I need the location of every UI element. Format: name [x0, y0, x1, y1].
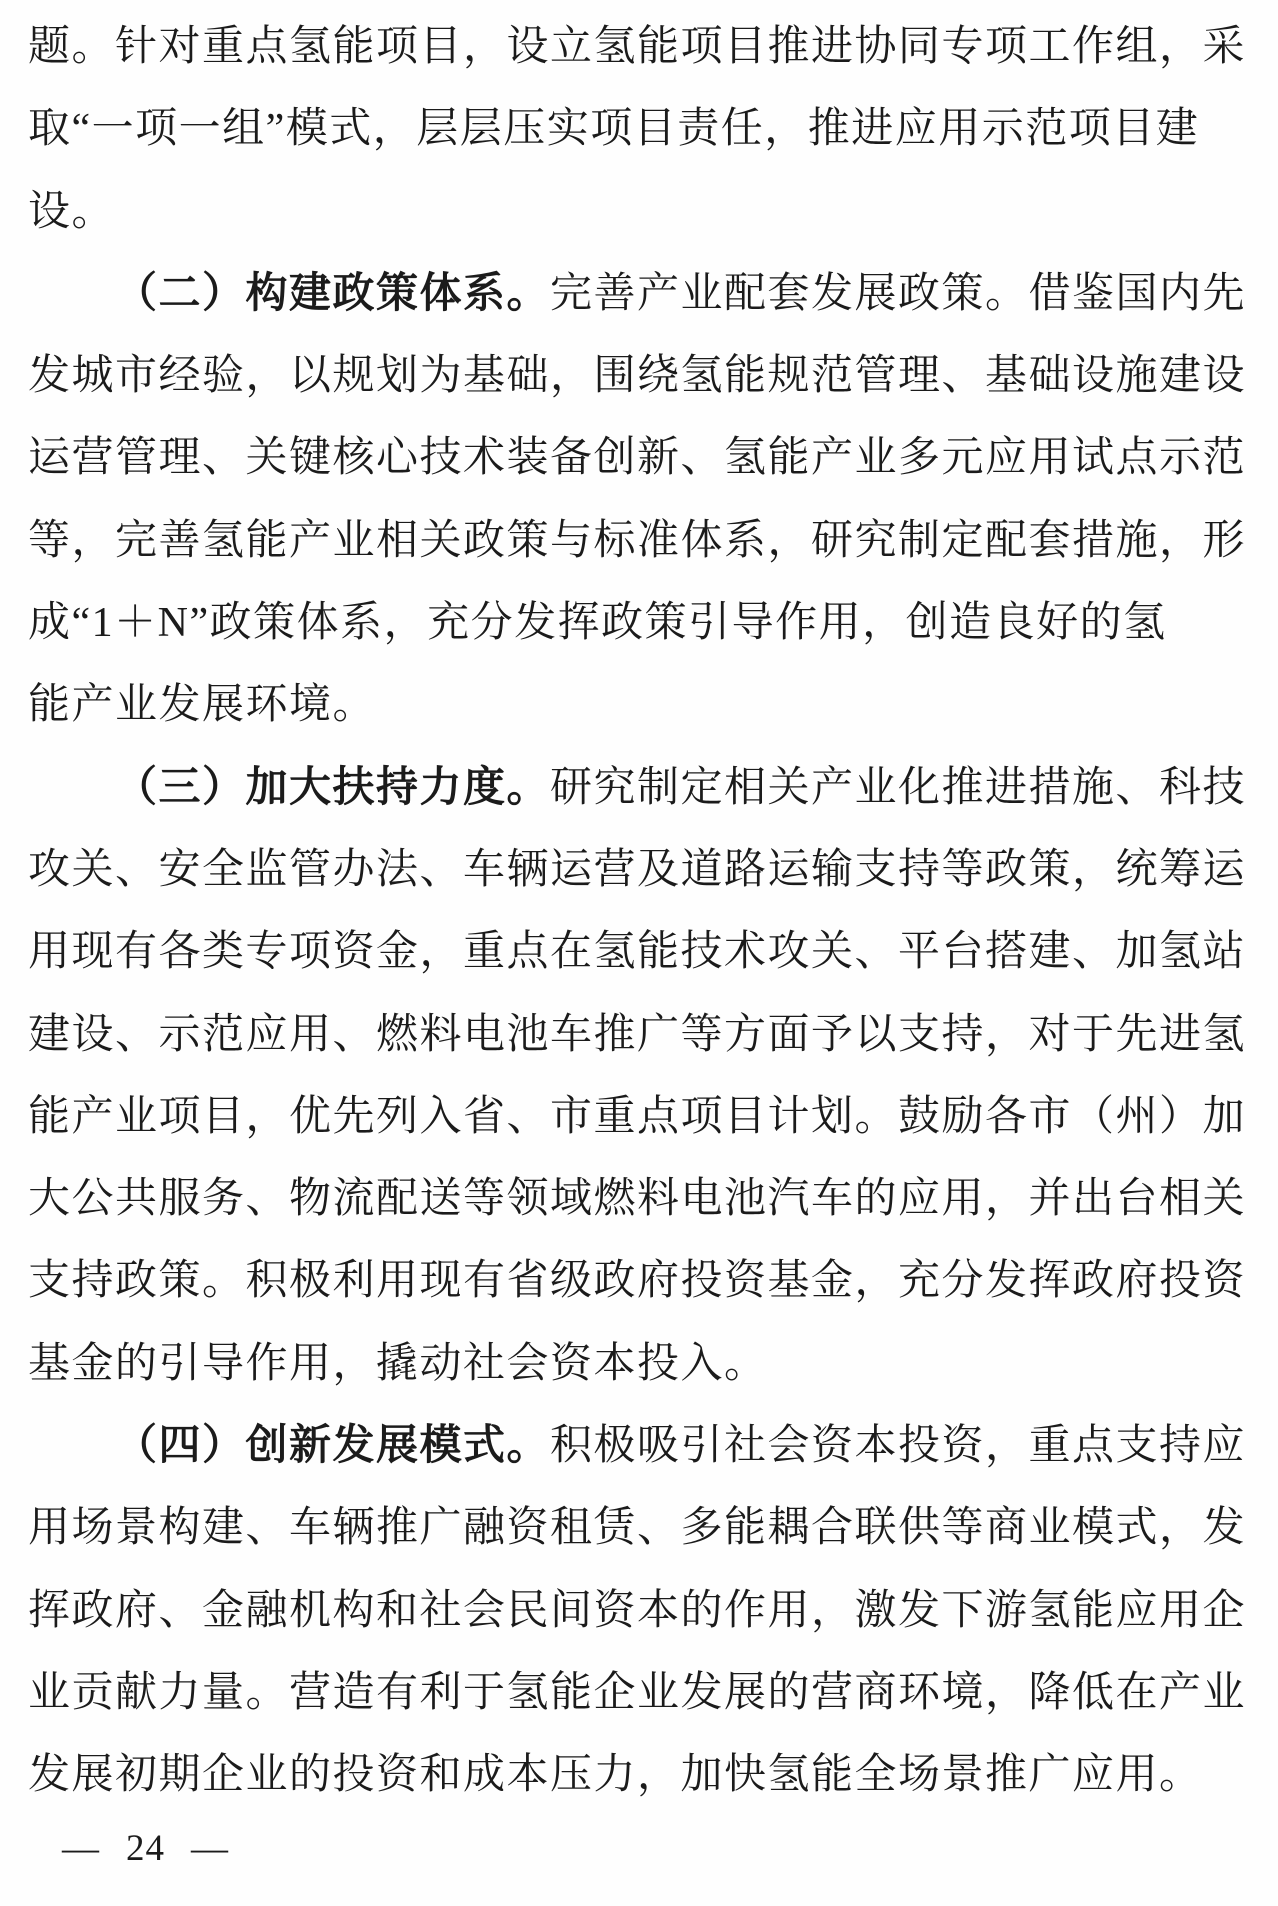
section-heading: （四）创新发展模式。: [115, 1423, 551, 1470]
text-segment: 设。: [28, 188, 116, 235]
text-segment: 等，完善氢能产业相关政策与标准体系，研究制定配套措施，形: [28, 517, 1247, 564]
footer-left-dash: —: [62, 1828, 100, 1869]
text-line: [28, 911, 1250, 993]
text-line: [28, 582, 1250, 664]
text-segment: 研究制定相关产业化推进措施、科技: [550, 764, 1247, 811]
section-heading: （二）构建政策体系。: [115, 270, 551, 317]
text-segment: 发城市经验，以规划为基础，围绕氢能规范管理、基础设施建设: [28, 353, 1247, 400]
text-segment: 运营管理、关键核心技术装备创新、氢能产业多元应用试点示范: [28, 435, 1247, 482]
text-line: [28, 664, 1250, 746]
text-line: [28, 1323, 1250, 1405]
text-line: [28, 994, 1250, 1076]
text-line: [28, 1734, 1250, 1816]
text-segment: 用场景构建、车辆推广融资租赁、多能耦合联供等商业模式，发: [28, 1505, 1247, 1552]
text-line: [28, 1405, 1250, 1487]
text-segment: 建设、示范应用、燃料电池车推广等方面予以支持，对于先进氢: [28, 1011, 1247, 1058]
text-line: [28, 335, 1250, 417]
text-segment: 用现有各类专项资金，重点在氢能技术攻关、平台搭建、加氢站: [28, 929, 1247, 976]
text-segment: 基金的引导作用，撬动社会资本投入。: [28, 1340, 768, 1387]
text-line: [28, 1240, 1250, 1322]
document-body: [28, 6, 1250, 1817]
text-segment: 业贡献力量。营造有利于氢能企业发展的营商环境，降低在产业: [28, 1669, 1247, 1716]
text-segment: 能产业项目，优先列入省、市重点项目计划。鼓励各市（州）加: [28, 1093, 1247, 1140]
text-line: [28, 1158, 1250, 1240]
text-line: [28, 1652, 1250, 1734]
text-line: [28, 1487, 1250, 1569]
text-segment: 挥政府、金融机构和社会民间资本的作用，激发下游氢能应用企: [28, 1587, 1247, 1634]
footer-right-dash: —: [191, 1828, 229, 1869]
text-segment: 支持政策。积极利用现有省级政府投资基金，充分发挥政府投资: [28, 1258, 1247, 1305]
text-segment: 攻关、安全监管办法、车辆运营及道路运输支持等政策，统筹运: [28, 846, 1247, 893]
text-line: [28, 747, 1250, 829]
text-line: [28, 417, 1250, 499]
text-line: [28, 500, 1250, 582]
text-line: [28, 1076, 1250, 1158]
text-segment: 发展初期企业的投资和成本压力，加快氢能全场景推广应用。: [28, 1752, 1203, 1799]
text-line: [28, 6, 1250, 88]
text-segment: 取“一项一组”模式，层层压实项目责任，推进应用示范项目建: [28, 106, 1200, 153]
text-segment: 积极吸引社会资本投资，重点支持应: [550, 1423, 1247, 1470]
text-line: [28, 829, 1250, 911]
footer-page-number: 24: [126, 1828, 165, 1869]
text-line: [28, 1570, 1250, 1652]
text-segment: 题。针对重点氢能项目，设立氢能项目推进协同专项工作组，采: [28, 24, 1247, 70]
text-line: [28, 253, 1250, 335]
page-footer: [62, 1824, 229, 1874]
text-segment: 成“1＋N”政策体系，充分发挥政策引导作用，创造良好的氢: [28, 600, 1167, 647]
text-segment: 完善产业配套发展政策。借鉴国内先: [550, 270, 1247, 317]
text-line: [28, 171, 1250, 253]
text-line: [28, 88, 1250, 170]
text-segment: 大公共服务、物流配送等领域燃料电池汽车的应用，并出台相关: [28, 1176, 1247, 1223]
section-heading: （三）加大扶持力度。: [115, 764, 551, 811]
text-segment: 能产业发展环境。: [28, 682, 377, 729]
